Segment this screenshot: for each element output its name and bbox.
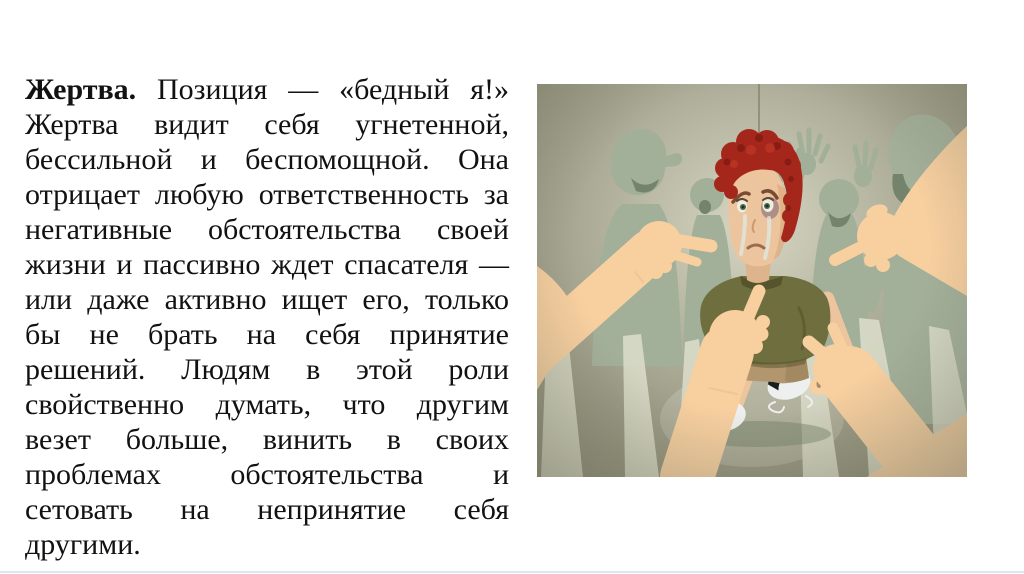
text-line: бессильной и беспомощной. Она [25,143,509,176]
text-line: Жертва видит себя угнетенной, [25,108,509,141]
text-line: негативные обстоятельства своей [25,213,509,246]
lead-term: Жертва. [25,73,137,106]
text-line: отрицает любую ответственность за [25,178,509,211]
text-line: другими. [25,528,141,561]
text-line: свойственно думать, что другим [25,388,509,421]
text-line: решений. Людям в этой роли [25,353,509,386]
text-line: везет больше, винить в своих [25,423,509,456]
text-line: или даже активно ищет его, только [25,283,509,316]
victim-illustration [537,84,967,477]
text-line: сетовать на непринятие себя [25,493,509,526]
text-line: проблемах обстоятельства и [25,458,509,491]
victim-text-block [25,72,509,562]
bottom-rule [0,571,1024,573]
vignette-overlay [537,84,967,477]
text-line: бы не брать на себя принятие [25,318,509,351]
text-line: жизни и пассивно ждет спасателя — [25,248,509,281]
text-line: Жертва. Позиция — «бедный я!» [25,73,509,106]
